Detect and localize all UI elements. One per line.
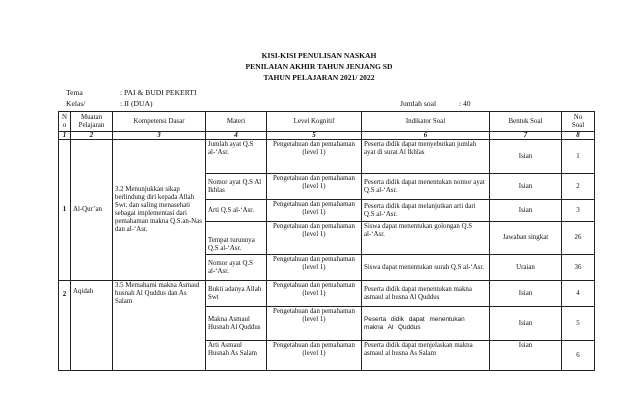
- column-number: 7: [490, 132, 562, 140]
- header-no: N o: [59, 112, 71, 132]
- column-number: 1: [59, 132, 71, 140]
- header-level: Level Kognitif: [267, 112, 362, 132]
- bentuk-cell: Isian: [490, 174, 562, 200]
- kelas-label: Kelas/: [66, 99, 86, 108]
- indikator-cell: Peserta didik dapat menentukan makna asmaul al husna Al Quddus: [362, 281, 490, 307]
- muatan-cell: Al-Qur’an: [71, 140, 113, 281]
- bentuk-cell: Jawaban singkat: [490, 222, 562, 255]
- level-cell: Pengetahuan dan pemahaman (level 1): [267, 222, 362, 255]
- no-soal-cell: 5: [562, 307, 595, 341]
- table-row: [59, 281, 595, 307]
- level-cell: Pengetahuan dan pemahaman (level 1): [267, 140, 362, 174]
- header-no-soal: No Soal: [562, 112, 595, 132]
- kelas-value: : II (DUA): [120, 99, 153, 108]
- no-soal-cell: 3: [562, 200, 595, 222]
- bentuk-cell: Isian: [490, 341, 562, 371]
- bentuk-cell: Isian: [490, 307, 562, 341]
- table-row: [59, 140, 595, 174]
- indikator-cell: Peserta didik dapat menentukan makna Al Quddus: [362, 307, 490, 341]
- indikator-cell: Siswa dapat menentukan surah Q.S al-‘Asr.: [362, 255, 490, 281]
- header-kompetensi: Kompetensi Dasar: [113, 112, 206, 132]
- materi-cell: Bukti adanya Allah Swt: [206, 281, 267, 307]
- document-year: TAHUN PELAJARAN 2021/ 2022: [263, 73, 375, 82]
- materi-cell: Makna Asmaul Husnah Al Quddus: [206, 307, 267, 341]
- tema-label: Tema: [66, 88, 83, 97]
- level-cell: Pengetahuan dan pemahaman (level 1): [267, 281, 362, 307]
- document-title: KISI-KISI PENULISAN NASKAH: [261, 51, 377, 60]
- level-cell: Pengetahuan dan pemahaman (level 1): [267, 341, 362, 371]
- no-soal-cell: 1: [562, 140, 595, 174]
- indikator-cell: Peserta didik dapat menjelaskan makna asmaul al husna As Salam: [362, 341, 490, 371]
- level-cell: Pengetahuan dan pemahaman (level 1): [267, 307, 362, 341]
- column-number: 8: [562, 132, 595, 140]
- bentuk-cell: Isian: [490, 140, 562, 174]
- indikator-cell: Siswa dapat menentukan golongan Q.S al-‘Asr.: [362, 222, 490, 255]
- bentuk-cell: Isian: [490, 200, 562, 222]
- row-number: 1: [59, 140, 71, 281]
- kisi-kisi-table: [58, 111, 595, 371]
- no-soal-cell: 6: [562, 341, 595, 371]
- column-number: 6: [362, 132, 490, 140]
- no-soal-cell: 26: [562, 222, 595, 255]
- header-materi: Materi: [206, 112, 267, 132]
- materi-cell: Arti Asmaul Husnah As Salam: [206, 341, 267, 371]
- bentuk-cell: Isian: [490, 281, 562, 307]
- indikator-cell: Peserta didik dapat menentukan nomor ayat Q.S al-‘Asr.: [362, 174, 490, 200]
- bentuk-cell: Uraian: [490, 255, 562, 281]
- table-header-row: [59, 112, 595, 132]
- level-cell: Pengetahuan dan pemahaman (level 1): [267, 200, 362, 222]
- kompetensi-cell: 3.5 Memahami makna Asmaul husnah Al Quddus dan As Salam: [113, 281, 206, 371]
- column-number: 5: [267, 132, 362, 140]
- no-soal-cell: 4: [562, 281, 595, 307]
- header-muatan: Muatan Pelajaran: [71, 112, 113, 132]
- tema-value: : PAI & BUDI PEKERTI: [120, 88, 197, 97]
- column-number: 3: [113, 132, 206, 140]
- column-number-row: [59, 132, 595, 140]
- materi-cell: Jumlah ayat Q.S al-‘Asr.: [206, 140, 267, 174]
- row-number: 2: [59, 281, 71, 371]
- header-bentuk: Bentuk Soal: [490, 112, 562, 132]
- document-subtitle: PENILAIAN AKHIR TAHUN JENJANG SD: [245, 62, 393, 71]
- materi-cell: Nomor ayat Q.S al-‘Asr.: [206, 255, 267, 281]
- muatan-cell: Aqidah: [71, 281, 113, 371]
- materi-cell: Nomor ayat Q.S Al Ikhlas: [206, 174, 267, 200]
- no-soal-cell: 36: [562, 255, 595, 281]
- column-number: 2: [71, 132, 113, 140]
- materi-cell: Tempat turunnya Q.S al-‘Asr.: [206, 222, 267, 255]
- jumlah-soal-label: Jumlah soal: [400, 99, 437, 108]
- kompetensi-cell: 3.2 Menunjukkan sikap berlindung diri kepada Allah Swt. dan saling menasehati sebagai implementasi dari pemahaman makna Q.S.an-Nas dan al-‘Asr.: [113, 140, 206, 281]
- level-cell: Pengetahuan dan pemahaman (level 1): [267, 174, 362, 200]
- no-soal-cell: 2: [562, 174, 595, 200]
- jumlah-soal-value: : 40: [459, 99, 471, 108]
- header-indikator: Indikator Soal: [362, 112, 490, 132]
- column-number: 4: [206, 132, 267, 140]
- materi-cell: Arti Q.S al-‘Asr.: [206, 200, 267, 222]
- indikator-cell: Peserta didik dapat melanjutkan arti dari Q.S al-‘Asr.: [362, 200, 490, 222]
- level-cell: Pengetahuan dan pemahaman (level 1): [267, 255, 362, 281]
- indikator-cell: Peserta didik dapat menyebutkan jumlah ayat di surat Al Ikhlas: [362, 140, 490, 174]
